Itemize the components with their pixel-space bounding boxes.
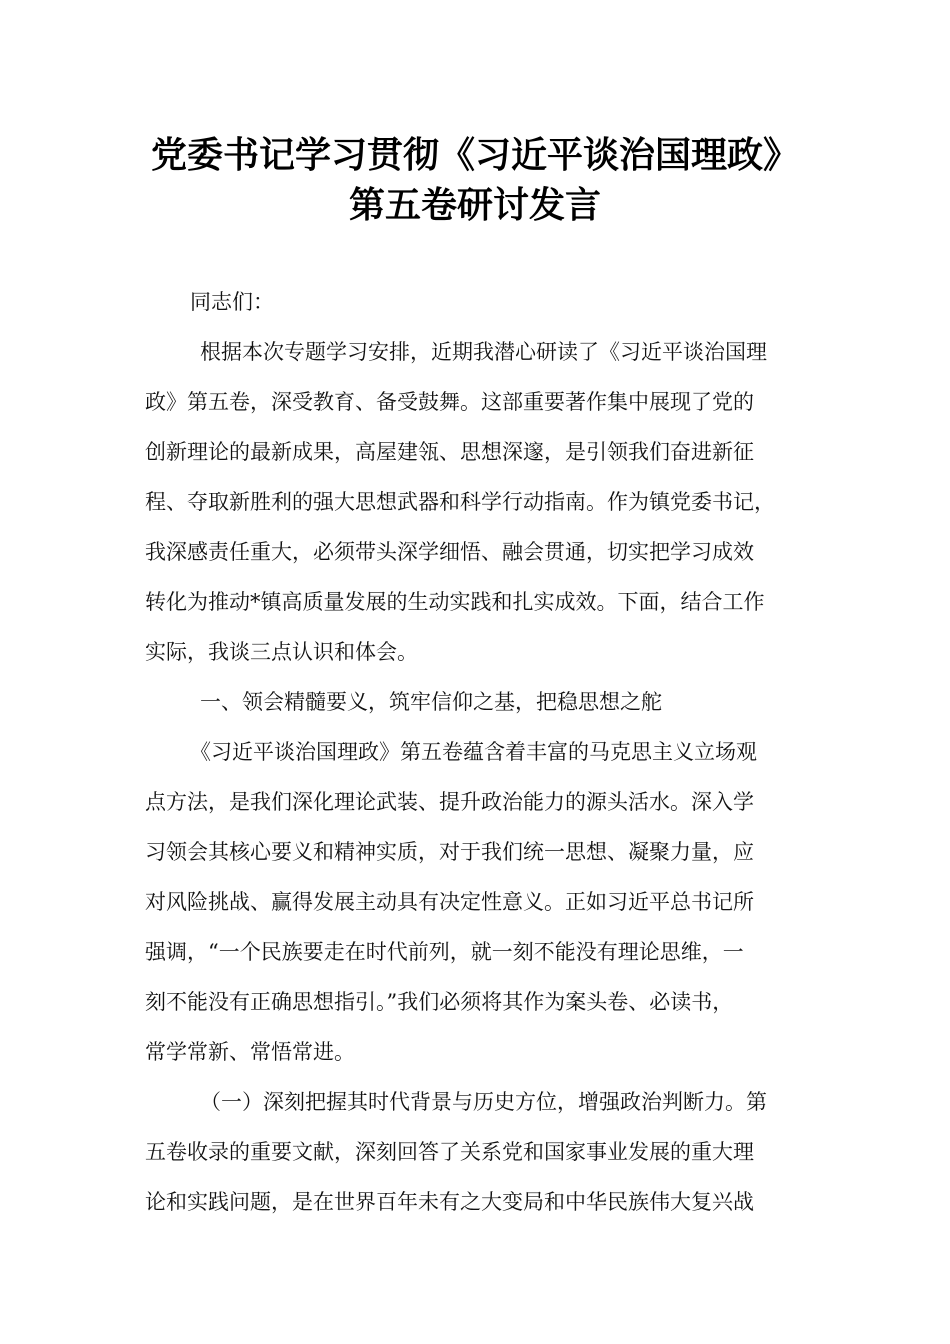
paragraph-2-line: 强调，“一个民族要走在时代前列，就一刻不能没有理论思维，一 (145, 940, 744, 964)
paragraph-2-line: 刻不能没有正确思想指引。”我们必须将其作为案头卷、必读书， (145, 990, 734, 1014)
paragraph-3-line: 五卷收录的重要文献，深刻回答了关系党和国家事业发展的重大理 (145, 1140, 754, 1164)
document-title-line-2: 第五卷研讨发言 (348, 185, 601, 226)
paragraph-1-line: 根据本次专题学习安排，近期我潜心研读了《习近平谈治国理 (200, 340, 767, 364)
greeting: 同志们： (190, 290, 274, 314)
paragraph-1-line: 政》第五卷，深受教育、备受鼓舞。这部重要著作集中展现了党的 (145, 390, 754, 414)
paragraph-2-line: 《习近平谈治国理政》第五卷蕴含着丰富的马克思主义立场观 (190, 740, 757, 764)
paragraph-1-line: 转化为推动*镇高质量发展的生动实践和扎实成效。下面，结合工作 (145, 590, 765, 614)
paragraph-1-line: 实际，我谈三点认识和体会。 (145, 640, 418, 664)
paragraph-1-line: 程、夺取新胜利的强大思想武器和科学行动指南。作为镇党委书记， (145, 490, 775, 514)
paragraph-3-line: （一）深刻把握其时代背景与历史方位，增强政治判断力。第 (200, 1090, 767, 1114)
paragraph-2-line: 习领会其核心要义和精神实质，对于我们统一思想、凝聚力量，应 (145, 840, 754, 864)
paragraph-3-line: 论和实践问题，是在世界百年未有之大变局和中华民族伟大复兴战 (145, 1190, 754, 1214)
paragraph-2-line: 点方法，是我们深化理论武装、提升政治能力的源头活水。深入学 (145, 790, 754, 814)
paragraph-1-line: 我深感责任重大，必须带头深学细悟、融会贯通，切实把学习成效 (145, 540, 754, 564)
document-title-line-1: 党委书记学习贯彻《习近平谈治国理政》 (150, 135, 799, 176)
paragraph-1-line: 创新理论的最新成果，高屋建瓴、思想深邃，是引领我们奋进新征 (145, 440, 754, 464)
paragraph-2-line: 常学常新、常悟常进。 (145, 1040, 355, 1064)
section-heading-1: 一、领会精髓要义，筑牢信仰之基，把稳思想之舵 (200, 690, 662, 714)
paragraph-2-line: 对风险挑战、赢得发展主动具有决定性意义。正如习近平总书记所 (145, 890, 754, 914)
